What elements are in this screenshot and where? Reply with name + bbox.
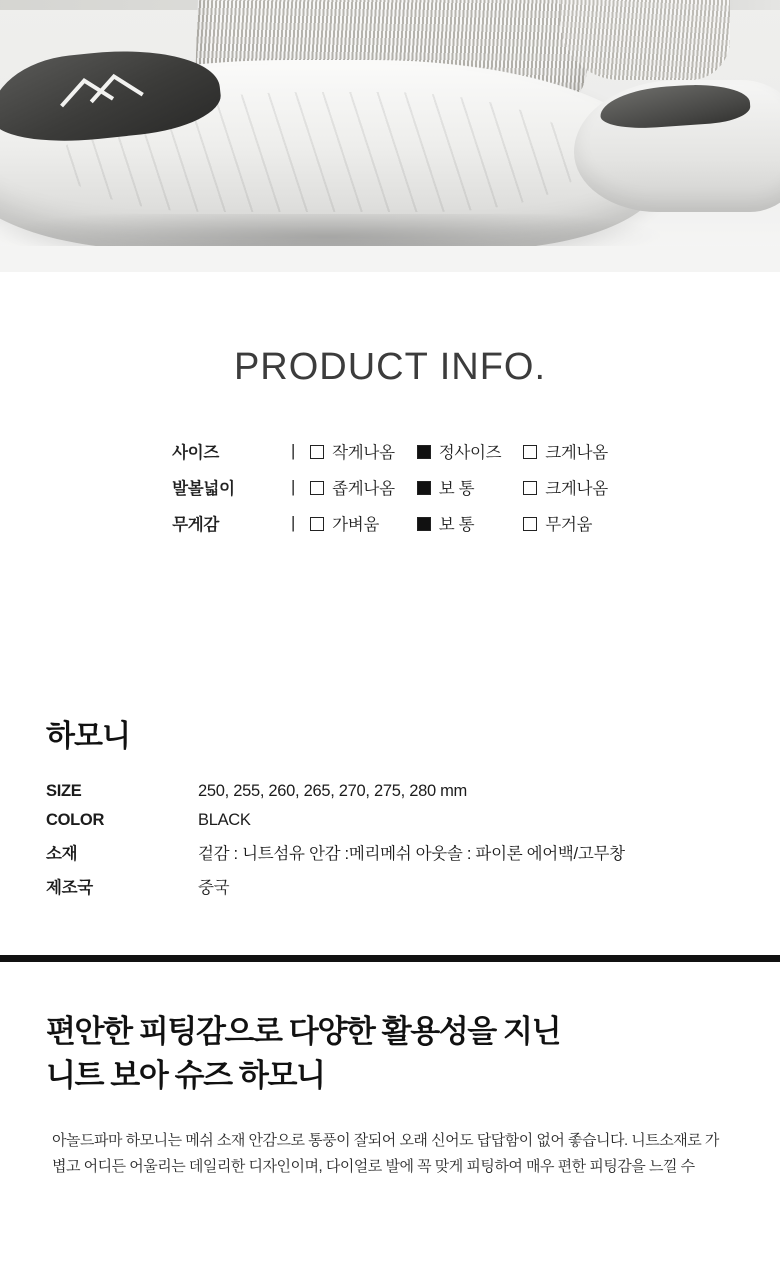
fit-row-divider: | xyxy=(291,513,296,532)
table-row xyxy=(172,469,608,505)
product-info-title: PRODUCT INFO. xyxy=(233,346,547,388)
product-spec-section xyxy=(0,711,780,903)
spec-value: 겉감 : 니트섬유 안감 :메리메쉬 아웃솔 : 파이론 에어백/고무창 xyxy=(198,845,625,863)
spec-key: COLOR xyxy=(46,811,105,829)
feature-headline-line2: 니트 보아 슈즈 하모니 xyxy=(46,1058,325,1094)
fit-option-label: 보 통 xyxy=(438,516,475,534)
fit-option-label: 정사이즈 xyxy=(438,444,502,462)
fit-option[interactable] xyxy=(417,433,524,469)
fit-row-divider: | xyxy=(291,477,296,496)
table-row xyxy=(46,777,625,806)
spec-value: BLACK xyxy=(198,811,251,829)
product-info-section xyxy=(0,346,780,541)
product-spec-table xyxy=(46,777,625,903)
checkbox-icon[interactable] xyxy=(310,445,324,459)
table-row xyxy=(46,835,625,869)
checkbox-checked-icon[interactable] xyxy=(417,517,431,531)
section-divider xyxy=(0,955,780,962)
table-row xyxy=(172,433,608,469)
fit-option-label: 크게나옴 xyxy=(545,480,608,498)
table-row xyxy=(46,806,625,835)
fit-option-label: 무거움 xyxy=(545,516,593,534)
checkbox-icon[interactable] xyxy=(523,445,537,459)
fit-option[interactable] xyxy=(310,469,417,505)
fit-option[interactable] xyxy=(523,505,608,541)
spec-key: 제조국 xyxy=(46,879,93,897)
fit-option[interactable] xyxy=(417,469,524,505)
checkbox-icon[interactable] xyxy=(523,481,537,495)
fit-option[interactable] xyxy=(310,505,417,541)
spec-key: SIZE xyxy=(46,782,82,800)
checkbox-icon[interactable] xyxy=(523,517,537,531)
fit-option-label: 작게나옴 xyxy=(332,444,395,462)
table-row xyxy=(172,505,608,541)
feature-headline xyxy=(46,1010,734,1098)
fit-row-label: 무게감 xyxy=(172,516,220,534)
product-name: 하모니 xyxy=(46,720,130,753)
checkbox-checked-icon[interactable] xyxy=(417,481,431,495)
feature-body-text: 아놀드파마 하모니는 메쉬 소재 안감으로 통풍이 잘되어 오래 신어도 답답함이 없어 좋습니다. 니트소재로 가볍고 어디든 어울리는 데일리한 디자인이며, 다이얼로 발에 꼭 맞게 피팅하여 매우 편한 피팅감을 느낄 수 xyxy=(52,1132,719,1176)
fit-row-label: 발볼넓이 xyxy=(172,480,235,498)
fit-option-label: 좁게나옴 xyxy=(332,480,395,498)
fit-option[interactable] xyxy=(523,433,608,469)
spec-value: 중국 xyxy=(198,879,230,897)
knit-upper-right-shoe xyxy=(560,0,730,80)
fit-option[interactable] xyxy=(523,469,608,505)
fit-row-divider: | xyxy=(291,441,296,460)
checkbox-checked-icon[interactable] xyxy=(417,445,431,459)
feature-section xyxy=(0,962,780,1098)
hero-product-photo xyxy=(0,0,780,272)
fit-option-label: 가벼움 xyxy=(332,516,380,534)
checkbox-icon[interactable] xyxy=(310,481,324,495)
fit-option[interactable] xyxy=(417,505,524,541)
fit-option[interactable] xyxy=(310,433,417,469)
fit-option-label: 보 통 xyxy=(438,480,475,498)
spec-value: 250, 255, 260, 265, 270, 275, 280 mm xyxy=(198,782,467,800)
fit-row-label: 사이즈 xyxy=(172,444,220,462)
hero-floor xyxy=(0,246,780,272)
spec-key: 소재 xyxy=(46,845,78,863)
fit-option-label: 크게나옴 xyxy=(545,444,608,462)
fit-survey-table xyxy=(172,433,608,541)
table-row xyxy=(46,869,625,903)
checkbox-icon[interactable] xyxy=(310,517,324,531)
feature-headline-line1: 편안한 피팅감으로 다양한 활용성을 지닌 xyxy=(46,1014,561,1049)
